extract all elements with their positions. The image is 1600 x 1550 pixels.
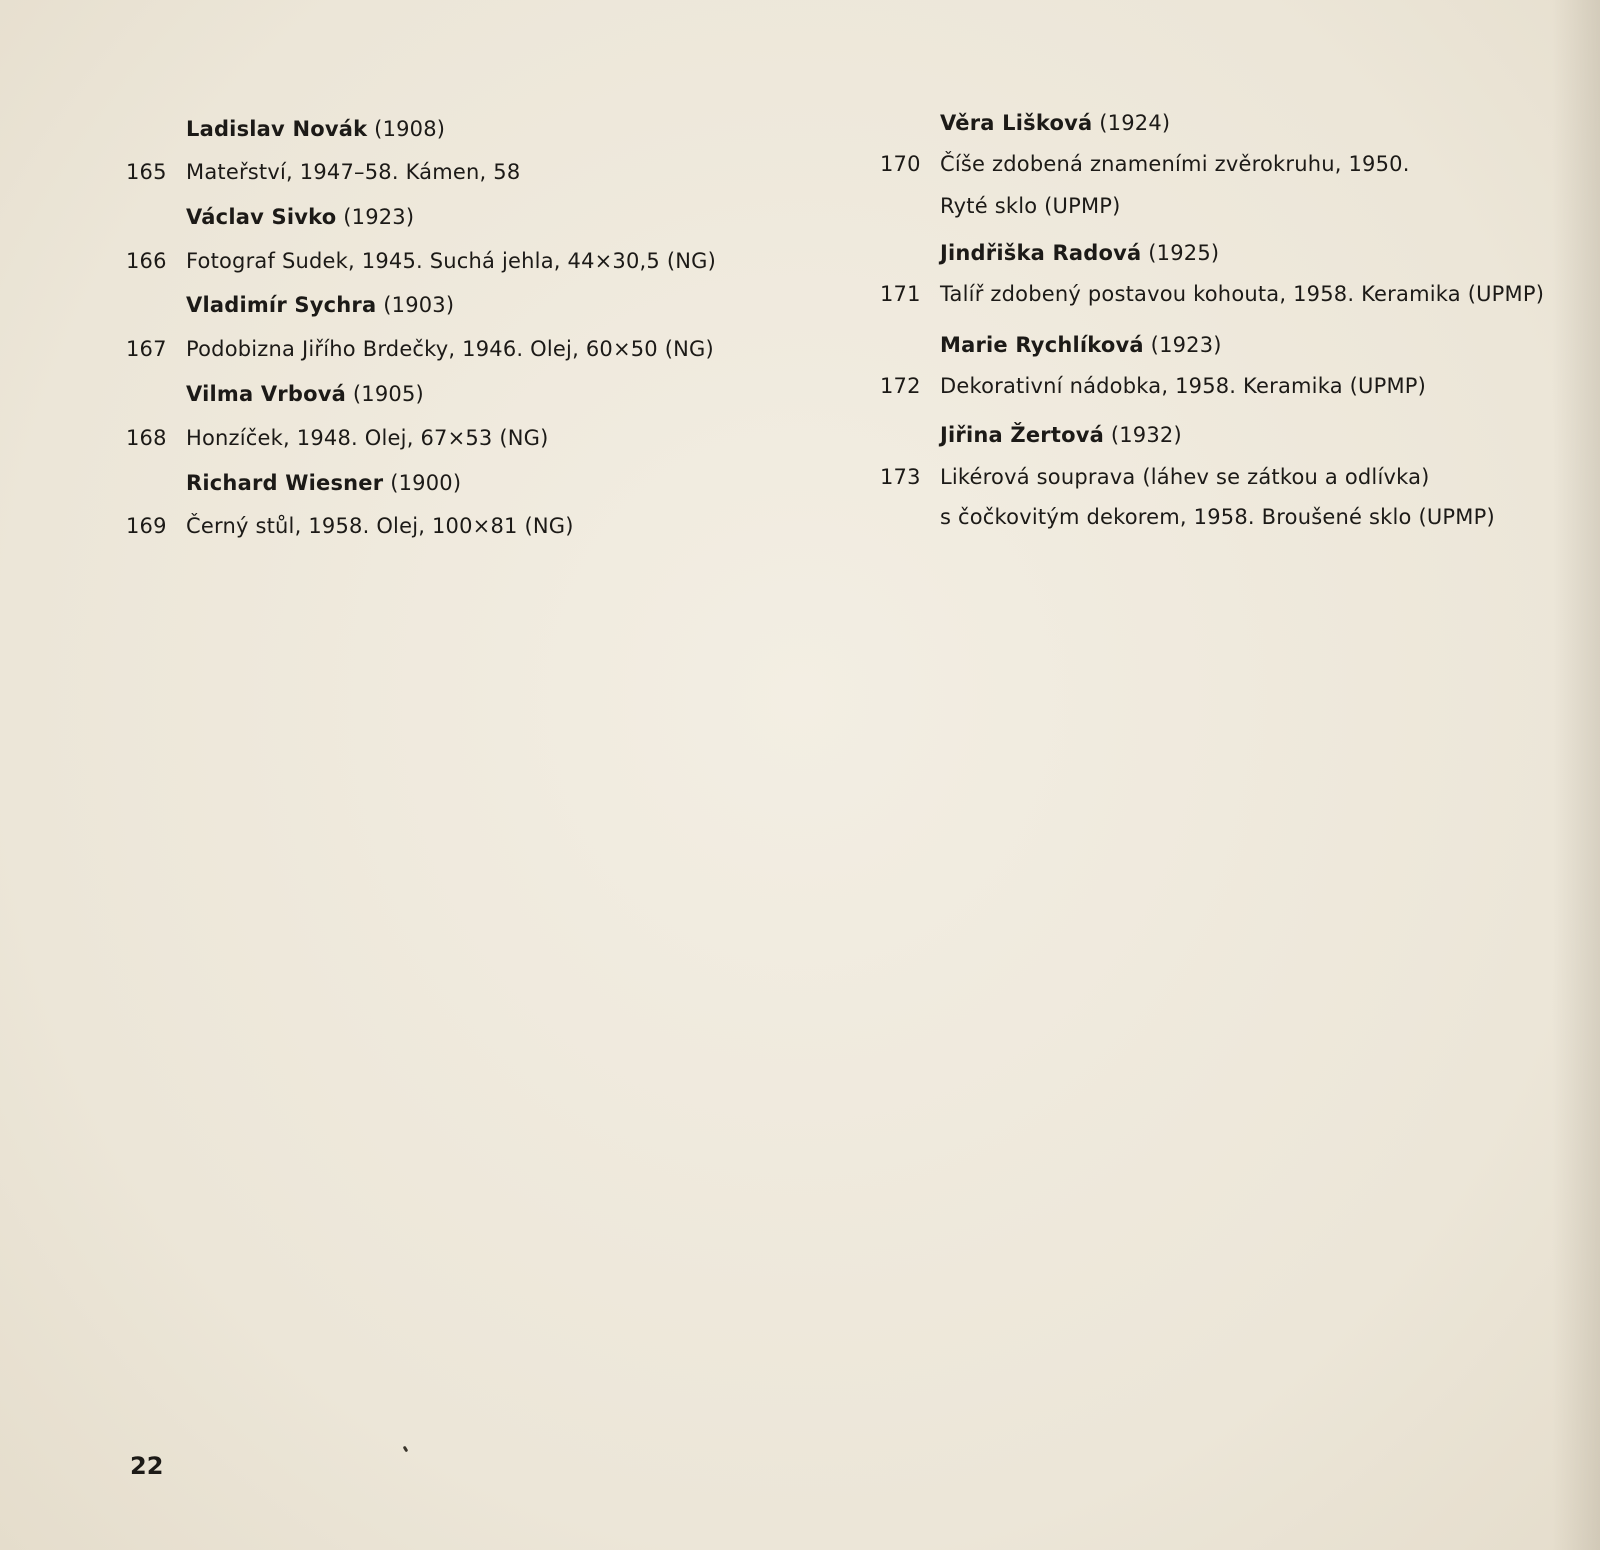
entry-text: Číše zdobená znameními zvěrokruhu, 1950.	[940, 152, 1410, 176]
entry-number: 168	[126, 426, 167, 450]
page-number: 22	[130, 1452, 164, 1480]
artist-years: (1924)	[1099, 111, 1171, 135]
print-speck	[403, 1446, 409, 1453]
entry-number: 167	[126, 337, 167, 361]
artist-years: (1908)	[374, 117, 446, 141]
artist-name: Jiřina Žertová	[940, 423, 1104, 447]
entry-number: 173	[880, 465, 921, 489]
entry-number: 165	[126, 160, 167, 184]
artist-name: Václav Sivko	[186, 205, 337, 229]
entry-number: 170	[880, 152, 921, 176]
artist-years: (1905)	[352, 382, 424, 406]
entry-number: 171	[880, 282, 921, 306]
artist-years: (1903)	[383, 293, 455, 317]
entry-text: s čočkovitým dekorem, 1958. Broušené sklo (UPMP)	[940, 505, 1495, 529]
entry-text: Honzíček, 1948. Olej, 67×53 (NG)	[186, 426, 549, 450]
entry-text: Mateřství, 1947–58. Kámen, 58	[186, 160, 521, 184]
entry-text: Podobizna Jiřího Brdečky, 1946. Olej, 60×50 (NG)	[186, 337, 714, 361]
artist-name: Jindřiška Radová	[940, 241, 1142, 265]
entry-number: 169	[126, 514, 167, 538]
artist-name: Vilma Vrbová	[186, 382, 346, 406]
entry-number: 166	[126, 249, 167, 273]
entry-text: Fotograf Sudek, 1945. Suchá jehla, 44×30,5 (NG)	[186, 249, 717, 273]
artist-name: Vladimír Sychra	[186, 293, 377, 317]
artist-name: Ladislav Novák	[186, 117, 368, 141]
entry-text: Černý stůl, 1958. Olej, 100×81 (NG)	[186, 514, 574, 538]
entry-text: Talíř zdobený postavou kohouta, 1958. Keramika (UPMP)	[940, 282, 1545, 306]
artist-years: (1925)	[1148, 241, 1220, 265]
artist-years: (1932)	[1110, 423, 1182, 447]
artist-years: (1923)	[1150, 333, 1222, 357]
artist-name: Richard Wiesner	[186, 471, 384, 495]
entry-number: 172	[880, 374, 921, 398]
entry-text: Dekorativní nádobka, 1958. Keramika (UPMP)	[940, 374, 1427, 398]
entry-text: Likérová souprava (láhev se zátkou a odlívka)	[940, 465, 1430, 489]
artist-years: (1923)	[343, 205, 415, 229]
artist-name: Marie Rychlíková	[940, 333, 1144, 357]
entry-text: Ryté sklo (UPMP)	[940, 194, 1121, 218]
artist-years: (1900)	[390, 471, 462, 495]
artist-name: Věra Lišková	[940, 111, 1093, 135]
